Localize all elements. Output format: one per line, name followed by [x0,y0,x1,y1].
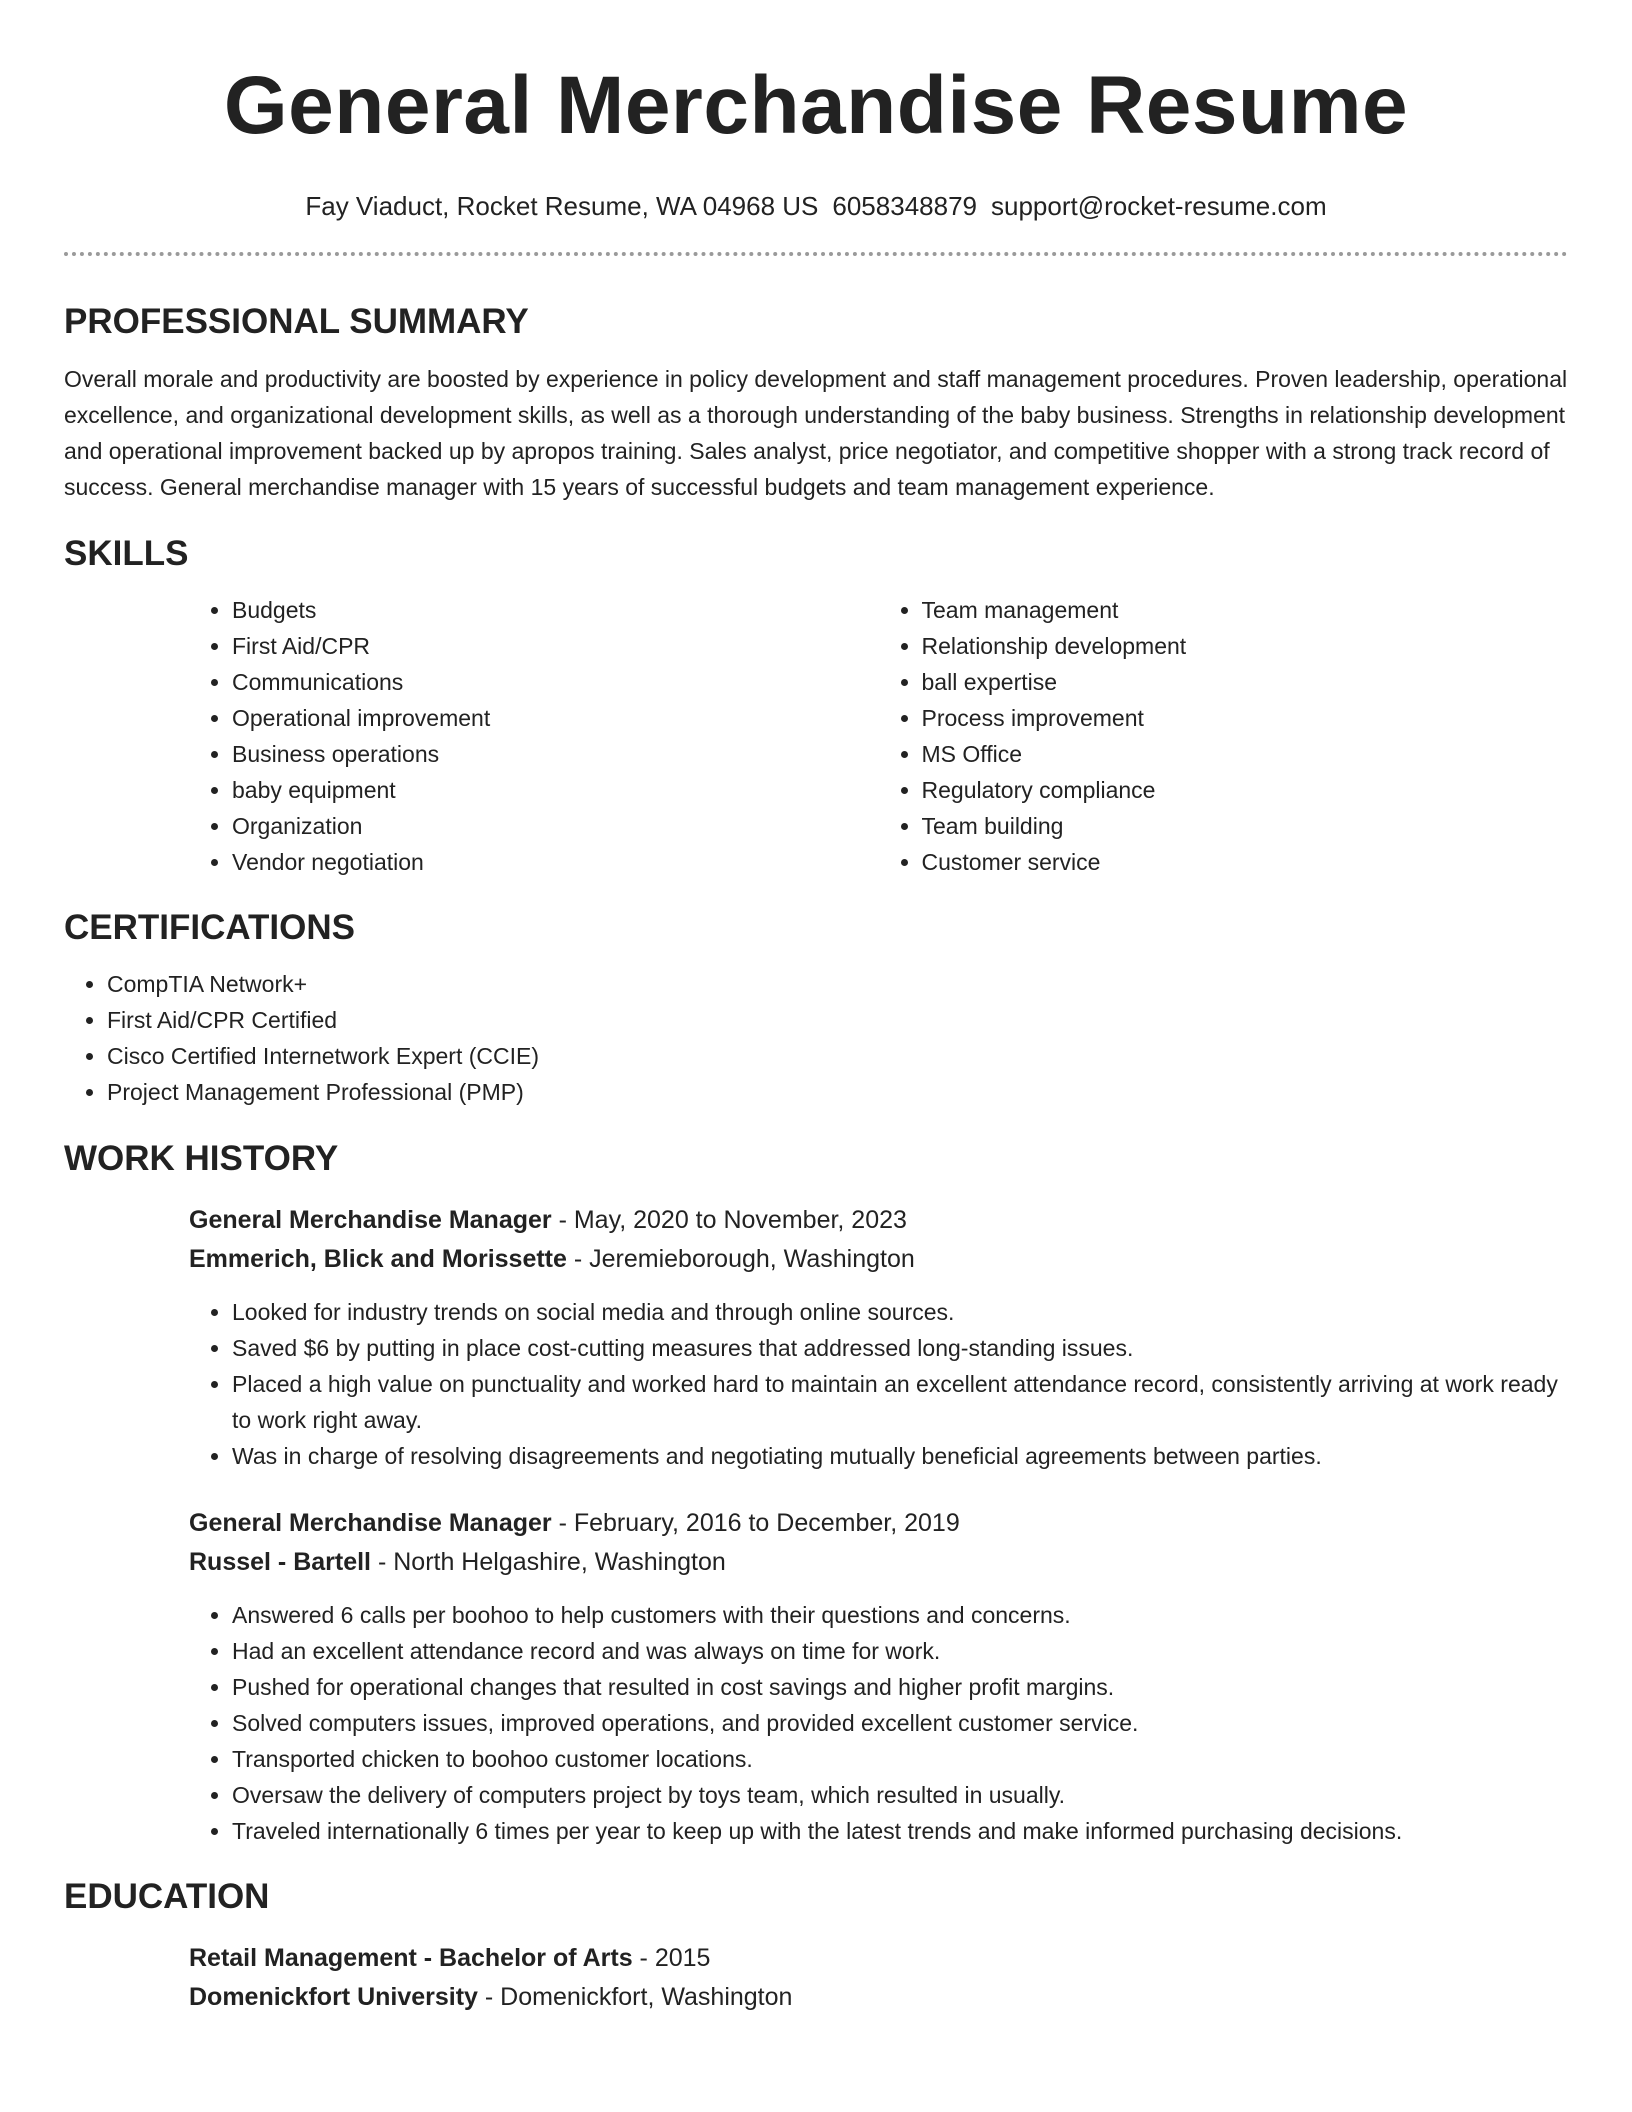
school-location: - Domenickfort, Washington [477,1983,793,2011]
education-entry [189,1939,1568,2017]
list-item: • Vendor negotiation [232,844,879,880]
job-title: General Merchandise Manager [189,1206,552,1234]
summary-text: Overall morale and productivity are boosted by experience in policy development and staff management procedures. Proven leadership, operational excellence, and organizational development skills, as well as a thorough understanding of the baby business. Strengths in relationship development and operational improvement backed up by apropos training. Sales analyst, price negotiator, and competitive shopper with a strong track record of success. General merchandise manager with 15 years of successful budgets and team management experience. [64,366,1568,500]
certifications-list [64,966,1568,1110]
list-item: • Customer service [922,844,1569,880]
list-item: • Relationship development [922,628,1569,664]
list-item: • Regulatory compliance [922,772,1569,808]
job-title-line [189,1201,1568,1240]
job-company-line [189,1543,1568,1582]
list-item: • Business operations [232,736,879,772]
degree-line [189,1939,1568,1978]
list-item: • MS Office [922,736,1569,772]
contact-address: Fay Viaduct, Rocket Resume, WA 04968 US [305,191,819,221]
certifications-heading: CERTIFICATIONS [64,908,356,947]
job-company: Russel - Bartell [189,1548,372,1576]
job-title-line [189,1504,1568,1543]
resume-title: General Merchandise Resume [223,60,1409,151]
list-item: • Project Management Professional (PMP) [107,1074,1568,1110]
work-heading: WORK HISTORY [64,1139,339,1178]
skills-list-right [879,592,1569,880]
list-item: • Team building [922,808,1569,844]
list-item: • Saved $6 by putting in place cost-cutting measures that addressed long-standing issues. [232,1330,1568,1366]
list-item: • First Aid/CPR [232,628,879,664]
degree-year: - 2015 [632,1944,711,1972]
job-bullets [189,1294,1568,1474]
list-item: • Transported chicken to boohoo customer locations. [232,1741,1568,1777]
school-line [189,1978,1568,2017]
degree: Retail Management - Bachelor of Arts [189,1944,633,1972]
job-company-line [189,1240,1568,1279]
list-item: • Was in charge of resolving disagreements and negotiating mutually beneficial agreements between parties. [232,1438,1568,1474]
skills-columns [189,592,1568,880]
list-item: • Cisco Certified Internetwork Expert (CCIE) [107,1038,1568,1074]
list-item: • ball expertise [922,664,1569,700]
list-item: • CompTIA Network+ [107,966,1568,1002]
school: Domenickfort University [189,1983,478,2011]
list-item: • Budgets [232,592,879,628]
list-item: • Communications [232,664,879,700]
list-item: • Organization [232,808,879,844]
header-divider [64,252,1568,256]
list-item: • Process improvement [922,700,1569,736]
job-title: General Merchandise Manager [189,1509,552,1537]
list-item: • Looked for industry trends on social media and through online sources. [232,1294,1568,1330]
education-heading: EDUCATION [64,1877,270,1916]
contact-email: support@rocket-resume.com [991,191,1327,221]
list-item: • Oversaw the delivery of computers project by toys team, which resulted in usually. [232,1777,1568,1813]
contact-phone: 6058348879 [832,191,977,221]
list-item: • First Aid/CPR Certified [107,1002,1568,1038]
list-item: • baby equipment [232,772,879,808]
list-item: • Team management [922,592,1569,628]
list-item: • Traveled internationally 6 times per year to keep up with the latest trends and make informed purchasing decisions. [232,1813,1568,1849]
job-location: - North Helgashire, Washington [371,1548,726,1576]
list-item: • Had an excellent attendance record and was always on time for work. [232,1633,1568,1669]
list-item: • Placed a high value on punctuality and worked hard to maintain an excellent attendance record, consistently arriving at work ready to work right away. [232,1366,1568,1438]
skills-heading: SKILLS [64,534,189,573]
job-entry [189,1504,1568,1849]
job-entry [189,1201,1568,1474]
job-bullets [189,1597,1568,1849]
summary-heading: PROFESSIONAL SUMMARY [64,302,529,341]
job-dates: - May, 2020 to November, 2023 [551,1206,907,1234]
contact-line [64,190,1568,222]
job-company: Emmerich, Blick and Morissette [189,1245,567,1273]
list-item: • Answered 6 calls per boohoo to help customers with their questions and concerns. [232,1597,1568,1633]
list-item: • Solved computers issues, improved operations, and provided excellent customer service. [232,1705,1568,1741]
list-item: • Operational improvement [232,700,879,736]
job-dates: - February, 2016 to December, 2019 [551,1509,960,1537]
list-item: • Pushed for operational changes that resulted in cost savings and higher profit margins. [232,1669,1568,1705]
job-location: - Jeremieborough, Washington [566,1245,915,1273]
skills-list-left [189,592,879,880]
